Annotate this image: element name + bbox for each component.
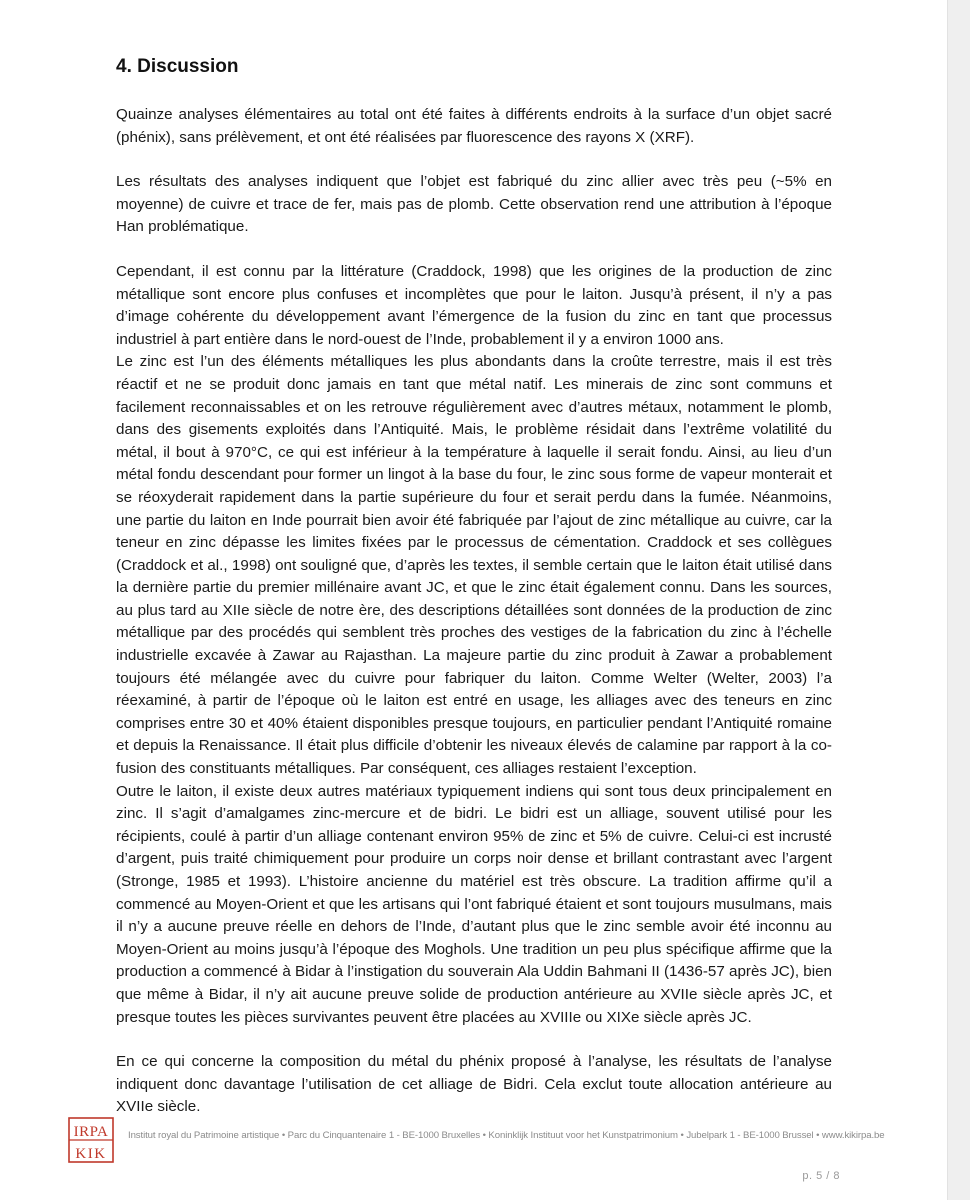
paragraph-6: En ce qui concerne la composition du métal du phénix proposé à l’analyse, les résultats de l’analyse indiquent donc davantage l’utilisation de cet alliage de Bidri. Cela exclut toute allocation antérieure au XVIIe siècle. — [116, 1053, 832, 1116]
paragraph-3: Cependant, il est connu par la littérature (Craddock, 1998) que les origines de la production de zinc métallique sont encore plus confuses et incomplètes que pour le laiton. Jusqu’à présent, il n’y a pas d’image cohérente du développement avant l’émergence de la fusion du zinc en tant que processus industriel à part entière dans le nord-ouest de l’Inde, probablement il y a environ 1000 ans. — [116, 262, 832, 348]
section-heading: 4. Discussion — [116, 56, 239, 77]
svg-text:KIK: KIK — [75, 1146, 107, 1162]
footer-address: Institut royal du Patrimoine artistique • Parc du Cinquantenaire 1 - BE-1000 Bruxelles • Koninklijk Instituut voor het Kunstpatrimonium • Jubelpark 1 - BE-1000 Brussel • www.kikirpa.be — [128, 1130, 885, 1141]
svg-text:IRPA: IRPA — [73, 1124, 109, 1140]
paragraph-2: Les résultats des analyses indiquent que l’objet est fabriqué du zinc allier avec très peu (~5% en moyenne) de cuivre et trace de fer, mais pas de plomb. Cette observation rend une attribution à l’époque Han problématique. — [116, 173, 832, 236]
paragraph-1: Quainze analyses élémentaires au total ont été faites à différents endroits à la surface d’un objet sacré (phénix), sans prélèvement, et ont été réalisées par fluorescence des rayons X (XRF). — [116, 106, 832, 146]
viewer-scrollbar[interactable] — [947, 0, 970, 1200]
paragraph-5: Outre le laiton, il existe deux autres matériaux typiquement indiens qui sont tous deux principalement en zinc. Il s’agit d’amalgames zinc-mercure et de bidri. Le bidri est un alliage, souvent utilisé pour les récipients, coulé à partir d’un alliage contenant environ 95% de zinc et 5% de cuivre. Celui-ci est incrusté d’argent, puis traité chimiquement pour produire un corps noir dense et brillant contrastant avec l’argent (Stronge, 1985 et 1993). L’histoire ancienne du matériel est très obscure. La tradition affirme qu’il a commencé au Moyen-Orient et que les artisans qui l’ont fabriqué étaient et sont toujours musulmans, mais il n’y a aucune preuve réelle en dehors de l’Inde, d’autant plus que le zinc semble avoir été inconnu au Moyen-Orient au moins jusqu’à l’époque des Moghols. Une tradition un peu plus spécifique affirme que la production a commencé à Bidar à l’instigation du souverain Ala Uddin Bahmani II (1436-57 après JC), bien que même à Bidar, il n’y ait aucune preuve solide de production antérieure au XVIIe siècle après JC, et presque toutes les pièces survivantes peuvent être placées au XVIIIe ou XIXe siècle après JC. — [116, 782, 832, 1026]
page-number: p. 5 / 8 — [802, 1170, 840, 1182]
document-body — [116, 56, 832, 1119]
page-footer — [68, 1117, 908, 1165]
paragraph-4: Le zinc est l’un des éléments métalliques les plus abondants dans la croûte terrestre, mais il est très réactif et ne se produit donc jamais en tant que métal natif. Les minerais de zinc sont communs et facilement reconnaissables et on les retrouve régulièrement avec d’autres métaux, notamment le plomb, dans des gisements exploités dans l’Antiquité. Mais, le problème résidait dans l’extrême volatilité du métal, il bout à 970°C, ce qui est inférieur à la température à laquelle il serait fondu. Ainsi, au lieu d’un métal fondu descendant pour former un lingot à la base du four, le zinc sous forme de vapeur monterait et se réoxyderait rapidement dans la partie supérieure du four et serait perdu dans la fumée. Néanmoins, une partie du laiton en Inde pourrait bien avoir été fabriquée par l’ajout de zinc métallique au cuivre, car la teneur en zinc dépasse les limites fixées par le processus de cémentation. Craddock et ses collègues (Craddock et al., 1998) ont souligné que, d’après les textes, il semble certain que le laiton était utilisé dans la dernière partie du premier millénaire avant JC, et que le zinc était également connu. Dans les sources, au plus tard au XIIe siècle de notre ère, des descriptions détaillées sont données de la production de zinc métallique par des procédés qui semblent très proches des vestiges de la fabrication du zinc à l’échelle industrielle excavée à Zawar au Rajasthan. La majeure partie du zinc produit à Zawar a probablement toujours été mélangée avec du cuivre pour fabriquer du laiton. Comme Welter (Welter, 2003) l’a réexaminé, à partir de l’époque où le laiton est entré en usage, les alliages avec des teneurs en zinc comprises entre 30 et 40% étaient disponibles presque toujours, en particulier pendant l’Antiquité romaine et depuis la Renaissance. Il était plus difficile d’obtenir les niveaux élevés de calamine par rapport à la co-fusion des constituants métalliques. Par conséquent, ces alliages restaient l’exception. — [116, 353, 832, 778]
irpa-kik-logo — [68, 1117, 114, 1163]
